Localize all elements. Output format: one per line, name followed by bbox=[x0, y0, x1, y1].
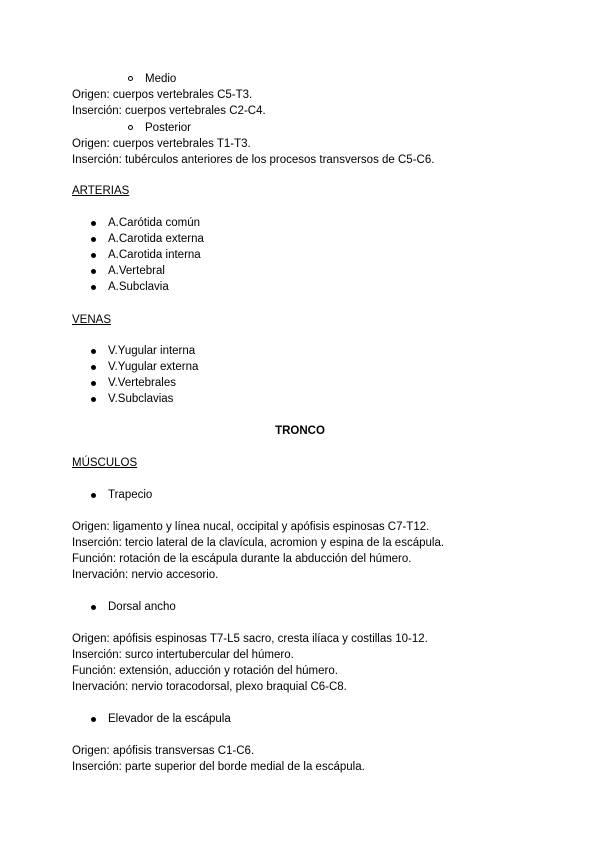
disc-bullet-icon bbox=[91, 269, 96, 274]
disc-bullet-icon bbox=[91, 221, 96, 226]
trapecio-insercion: Inserción: tercio lateral de la clavícula, acromion y espina de la escápula. bbox=[72, 537, 445, 549]
medio-insercion: Inserción: cuerpos vertebrales C2-C4. bbox=[72, 105, 266, 117]
disc-bullet-icon bbox=[91, 493, 96, 498]
dorsal-origen: Origen: apófisis espinosas T7-L5 sacro, cresta ilíaca y costillas 10-12. bbox=[72, 633, 428, 645]
elevador-insercion: Inserción: parte superior del borde medial de la escápula. bbox=[72, 761, 365, 773]
posterior-label: Posterior bbox=[145, 122, 192, 134]
muscle-name: Dorsal ancho bbox=[108, 601, 176, 613]
trapecio-funcion: Función: rotación de la escápula durante la abducción del húmero. bbox=[72, 553, 412, 565]
disc-bullet-icon bbox=[91, 717, 96, 722]
vena-item: V.Yugular externa bbox=[108, 361, 199, 373]
disc-bullet-icon bbox=[91, 381, 96, 386]
elevador-origen: Origen: apófisis transversas C1-C6. bbox=[72, 745, 255, 757]
disc-bullet-icon bbox=[91, 605, 96, 610]
arteria-item: A.Vertebral bbox=[108, 265, 165, 277]
muscle-name: Trapecio bbox=[108, 489, 153, 501]
circle-bullet-icon bbox=[128, 76, 133, 81]
venas-heading: VENAS bbox=[72, 314, 111, 326]
medio-label: Medio bbox=[145, 73, 177, 85]
vena-item: V.Vertebrales bbox=[108, 377, 176, 389]
muscle-name: Elevador de la escápula bbox=[108, 713, 231, 725]
circle-bullet-icon bbox=[128, 125, 133, 130]
musculos-heading: MÚSCULOS bbox=[72, 457, 138, 469]
arteria-item: A.Carotida interna bbox=[108, 249, 201, 261]
disc-bullet-icon bbox=[91, 349, 96, 354]
disc-bullet-icon bbox=[91, 253, 96, 258]
arteria-item: A.Carotida externa bbox=[108, 233, 204, 245]
disc-bullet-icon bbox=[91, 285, 96, 290]
vena-item: V.Yugular interna bbox=[108, 345, 196, 357]
disc-bullet-icon bbox=[91, 365, 96, 370]
posterior-origen: Origen: cuerpos vertebrales T1-T3. bbox=[72, 138, 251, 150]
posterior-insercion: Inserción: tubérculos anteriores de los procesos transversos de C5-C6. bbox=[72, 154, 435, 166]
dorsal-inervacion: Inervación: nervio toracodorsal, plexo braquial C6-C8. bbox=[72, 681, 347, 693]
arterias-heading: ARTERIAS bbox=[72, 185, 130, 197]
disc-bullet-icon bbox=[91, 237, 96, 242]
dorsal-insercion: Inserción: surco intertubercular del húmero. bbox=[72, 649, 294, 661]
section-title: TRONCO bbox=[275, 425, 325, 437]
medio-origen: Origen: cuerpos vertebrales C5-T3. bbox=[72, 89, 253, 101]
disc-bullet-icon bbox=[91, 397, 96, 402]
dorsal-funcion: Función: extensión, aducción y rotación del húmero. bbox=[72, 665, 338, 677]
vena-item: V.Subclavias bbox=[108, 393, 174, 405]
arteria-item: A.Subclavia bbox=[108, 281, 169, 293]
trapecio-inervacion: Inervación: nervio accesorio. bbox=[72, 569, 219, 581]
arteria-item: A.Carótida común bbox=[108, 217, 201, 229]
trapecio-origen: Origen: ligamento y línea nucal, occipital y apófisis espinosas C7-T12. bbox=[72, 521, 430, 533]
